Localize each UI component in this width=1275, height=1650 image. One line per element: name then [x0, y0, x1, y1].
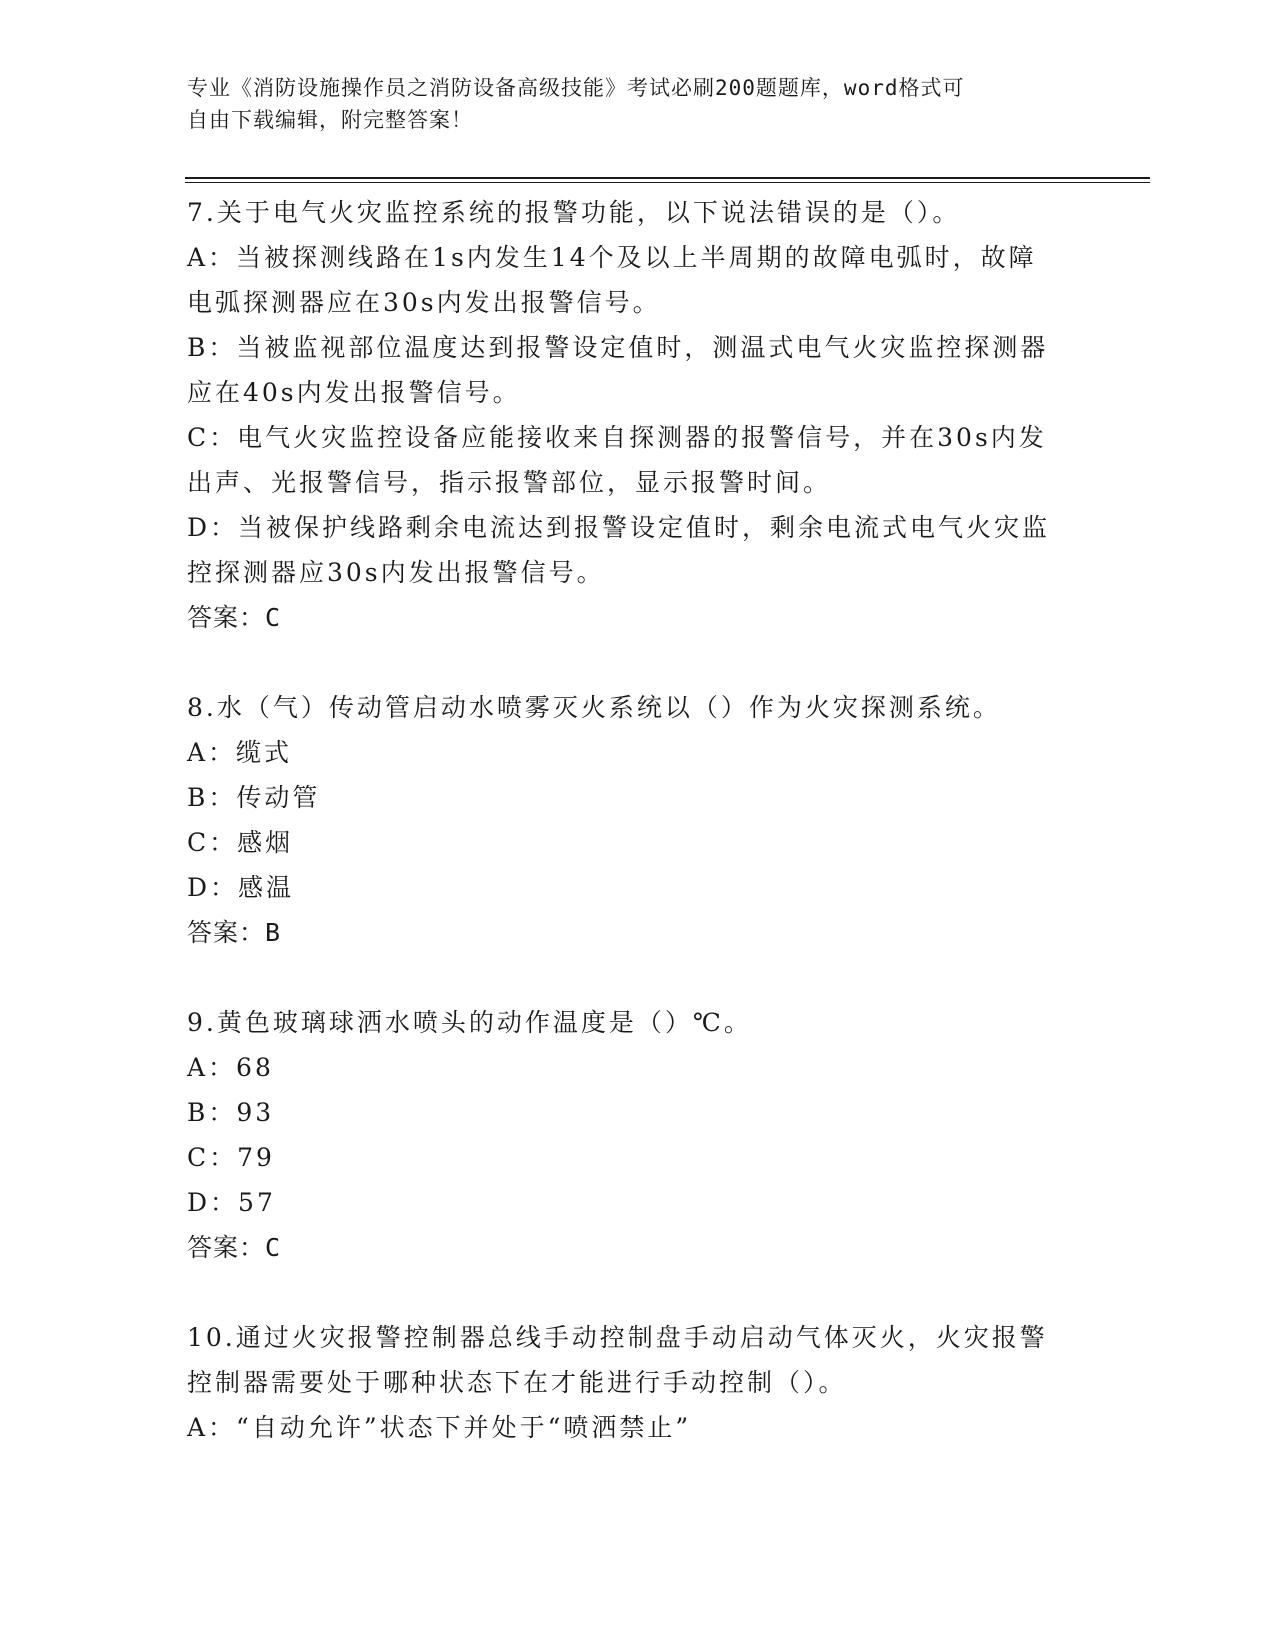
question-8 — [187, 685, 1087, 955]
answer-line: 答案：C — [187, 1233, 282, 1262]
question-stem-line: 9.黄色玻璃球洒水喷头的动作温度是（）℃。 — [187, 1008, 752, 1037]
question-7 — [187, 190, 1087, 640]
option-line: B：传动管 — [187, 783, 321, 812]
question-9 — [187, 1000, 1087, 1270]
option-line: A：当被探测线路在1s内发生14个及以上半周期的故障电弧时，故障 — [187, 243, 1037, 272]
question-stem-line: 10.通过火灾报警控制器总线手动控制盘手动启动气体灭火，火灾报警 — [187, 1323, 1048, 1352]
option-line: A：68 — [187, 1053, 274, 1082]
option-line: C：电气火灾监控设备应能接收来自探测器的报警信号，并在30s内发 — [187, 423, 1047, 452]
option-line: B：当被监视部位温度达到报警设定值时，测温式电气火灾监控探测器 — [187, 333, 1049, 362]
answer-line: 答案：B — [187, 918, 282, 947]
option-line: B：93 — [187, 1098, 275, 1127]
header-rule-thin — [185, 182, 1150, 183]
option-line: A：“自动允许”状态下并处于“喷洒禁止” — [187, 1413, 692, 1442]
option-line: 应在40s内发出报警信号。 — [187, 378, 521, 407]
option-line: D：感温 — [187, 873, 295, 902]
answer-line: 答案：C — [187, 603, 282, 632]
option-line: C：79 — [187, 1143, 275, 1172]
question-10 — [187, 1315, 1087, 1450]
question-stem-line: 7.关于电气火灾监控系统的报警功能，以下说法错误的是（）。 — [187, 198, 961, 227]
option-line: 出声、光报警信号，指示报警部位，显示报警时间。 — [187, 468, 832, 497]
question-stem-line: 8.水（气）传动管启动水喷雾灭火系统以（）作为火灾探测系统。 — [187, 693, 1001, 722]
header-line-2: 自由下载编辑，附完整答案！ — [187, 108, 473, 132]
option-line: 控探测器应30s内发出报警信号。 — [187, 558, 605, 587]
document-header — [187, 72, 1067, 136]
header-rule-thick — [185, 177, 1150, 179]
header-line-1: 专业《消防设施操作员之消防设备高级技能》考试必刷200题题库，word格式可 — [187, 76, 965, 100]
option-line: D：57 — [187, 1188, 276, 1217]
question-stem-line: 控制器需要处于哪种状态下在才能进行手动控制（）。 — [187, 1368, 847, 1397]
option-line: 电弧探测器应在30s内发出报警信号。 — [187, 288, 661, 317]
option-line: A：缆式 — [187, 738, 293, 767]
option-line: C：感烟 — [187, 828, 294, 857]
option-line: D：当被保护线路剩余电流达到报警设定值时，剩余电流式电气火灾监 — [187, 513, 1051, 542]
question-list — [187, 190, 1087, 1450]
